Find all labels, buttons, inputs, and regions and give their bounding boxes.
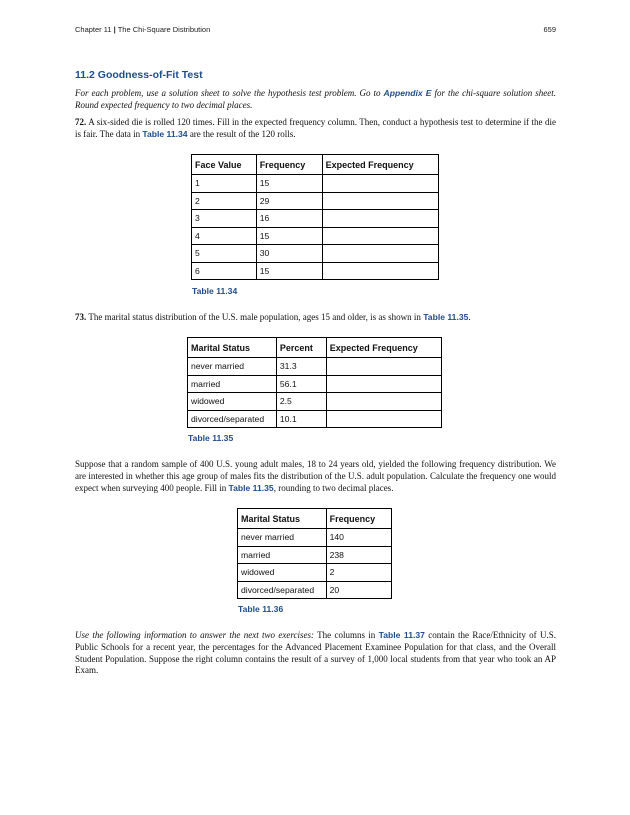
table-11-34-link[interactable]: Table 11.34 [142, 128, 188, 139]
table-cell: 15 [256, 175, 322, 193]
expected-frequency-cell[interactable] [322, 192, 438, 210]
table-header-row [192, 155, 439, 175]
table-11-37-link[interactable]: Table 11.37 [378, 630, 425, 640]
table-row [238, 546, 392, 564]
problem-text-1: The marital status distribution of the U.S. male population, ages 15 and older, is as shown in [86, 312, 424, 322]
paragraph-text-1: Suppose that a random sample of 400 U.S. young adult males, 18 to 24 years old, yielded the following frequency distribution. We are interested in whether this age group of males fits the distribution of the U.S. adult population. Calculate the frequency one would expect when surveying 400 people. Fill in [75, 459, 556, 493]
header-cell: Expected Frequency [326, 338, 441, 358]
expected-frequency-cell[interactable] [322, 227, 438, 245]
table-cell: 30 [256, 245, 322, 263]
table-row [192, 210, 439, 228]
table-row [192, 175, 439, 193]
table-cell: 5 [192, 245, 257, 263]
table-cell: 238 [326, 546, 391, 564]
table-cell: never married [188, 358, 277, 376]
table-cell: 3 [192, 210, 257, 228]
expected-frequency-cell[interactable] [326, 358, 441, 376]
section-title: 11.2 Goodness-of-Fit Test [75, 69, 203, 81]
table-11-34 [191, 154, 439, 280]
table-cell: widowed [238, 564, 327, 582]
table-row [192, 245, 439, 263]
expected-frequency-cell[interactable] [326, 410, 441, 428]
table-cell: 1 [192, 175, 257, 193]
table-row [192, 227, 439, 245]
problem-number: 72. [75, 117, 87, 127]
paragraph-text-2: , rounding to two decimal places. [273, 482, 394, 493]
table-row [238, 564, 392, 582]
table-row [188, 358, 442, 376]
header-cell: Percent [276, 338, 326, 358]
header-cell: Marital Status [188, 338, 277, 358]
expected-frequency-cell[interactable] [326, 393, 441, 411]
problem-73 [75, 312, 556, 324]
table-11-35-caption: Table 11.35 [188, 433, 234, 443]
table-cell: 15 [256, 227, 322, 245]
expected-frequency-cell[interactable] [322, 245, 438, 263]
expected-frequency-cell[interactable] [322, 175, 438, 193]
table-cell: married [188, 375, 277, 393]
table-cell: 6 [192, 262, 257, 280]
table-cell: 20 [326, 581, 391, 599]
problem-number: 73. [75, 312, 87, 322]
table-11-36-caption: Table 11.36 [238, 604, 284, 614]
header-cell: Marital Status [238, 509, 327, 529]
table-cell: 16 [256, 210, 322, 228]
table-11-34-caption: Table 11.34 [192, 286, 238, 296]
table-row [188, 410, 442, 428]
table-11-35-link[interactable]: Table 11.35 [228, 482, 274, 493]
table-row [188, 375, 442, 393]
header-separator: | [113, 25, 116, 34]
table-11-36 [237, 508, 392, 599]
expected-frequency-cell[interactable] [322, 210, 438, 228]
expected-frequency-cell[interactable] [326, 375, 441, 393]
table-cell: married [238, 546, 327, 564]
problem-text-2: are the result of the 120 rolls. [187, 128, 296, 139]
header-cell: Face Value [192, 155, 257, 175]
chapter-label: Chapter 11 [75, 25, 112, 34]
table-header-row [188, 338, 442, 358]
table-cell: 2.5 [276, 393, 326, 411]
chapter-title: The Chi-Square Distribution [117, 25, 211, 34]
table-11-35-link[interactable]: Table 11.35 [423, 312, 469, 322]
table-cell: 29 [256, 192, 322, 210]
header-cell: Frequency [326, 509, 391, 529]
table-cell: 15 [256, 262, 322, 280]
header-cell: Expected Frequency [322, 155, 438, 175]
page-number: 659 [543, 25, 556, 34]
table-row [238, 581, 392, 599]
paragraph-text-2: contain the Race/Ethnicity of U.S. Public Schools for a recent year, the percentages for the Advanced Placement Examinee Population for that class, and the Overall Student Population. Suppose the right column contains the result of a survey of 1,000 local students from that year who took an AP Exam. [75, 630, 556, 676]
table-cell: 140 [326, 529, 391, 547]
intro-text-2: for the chi-square solution sheet. Round expected frequency to two decimal places. [75, 88, 556, 110]
table-cell: never married [238, 529, 327, 547]
table-cell: divorced/separated [238, 581, 327, 599]
table-row [192, 262, 439, 280]
intro-paragraph [75, 88, 556, 112]
table-11-35 [187, 337, 442, 428]
table-row [188, 393, 442, 411]
paragraph-text-1: The columns in [314, 630, 379, 640]
running-head [75, 25, 210, 34]
table-cell: 56.1 [276, 375, 326, 393]
problem-72 [75, 117, 556, 141]
table-header-row [238, 509, 392, 529]
paragraph-following [75, 630, 556, 677]
header-cell: Frequency [256, 155, 322, 175]
instruction-italic: Use the following information to answer the next two exercises: [75, 630, 315, 640]
problem-text-2: . [468, 312, 471, 322]
table-cell: 2 [192, 192, 257, 210]
table-cell: divorced/separated [188, 410, 277, 428]
table-cell: 4 [192, 227, 257, 245]
table-row [238, 529, 392, 547]
table-row [192, 192, 439, 210]
table-cell: 31.3 [276, 358, 326, 376]
paragraph-suppose [75, 459, 556, 494]
expected-frequency-cell[interactable] [322, 262, 438, 280]
problem-text-1: A six-sided die is rolled 120 times. Fill in the expected frequency column. Then, conduct a hypothesis test to determine if the die is fair. The data in [75, 117, 556, 139]
table-cell: 2 [326, 564, 391, 582]
appendix-e-link[interactable]: Appendix E [383, 88, 432, 98]
table-cell: 10.1 [276, 410, 326, 428]
table-cell: widowed [188, 393, 277, 411]
intro-text-1: For each problem, use a solution sheet to solve the hypothesis test problem. Go to [75, 88, 384, 98]
